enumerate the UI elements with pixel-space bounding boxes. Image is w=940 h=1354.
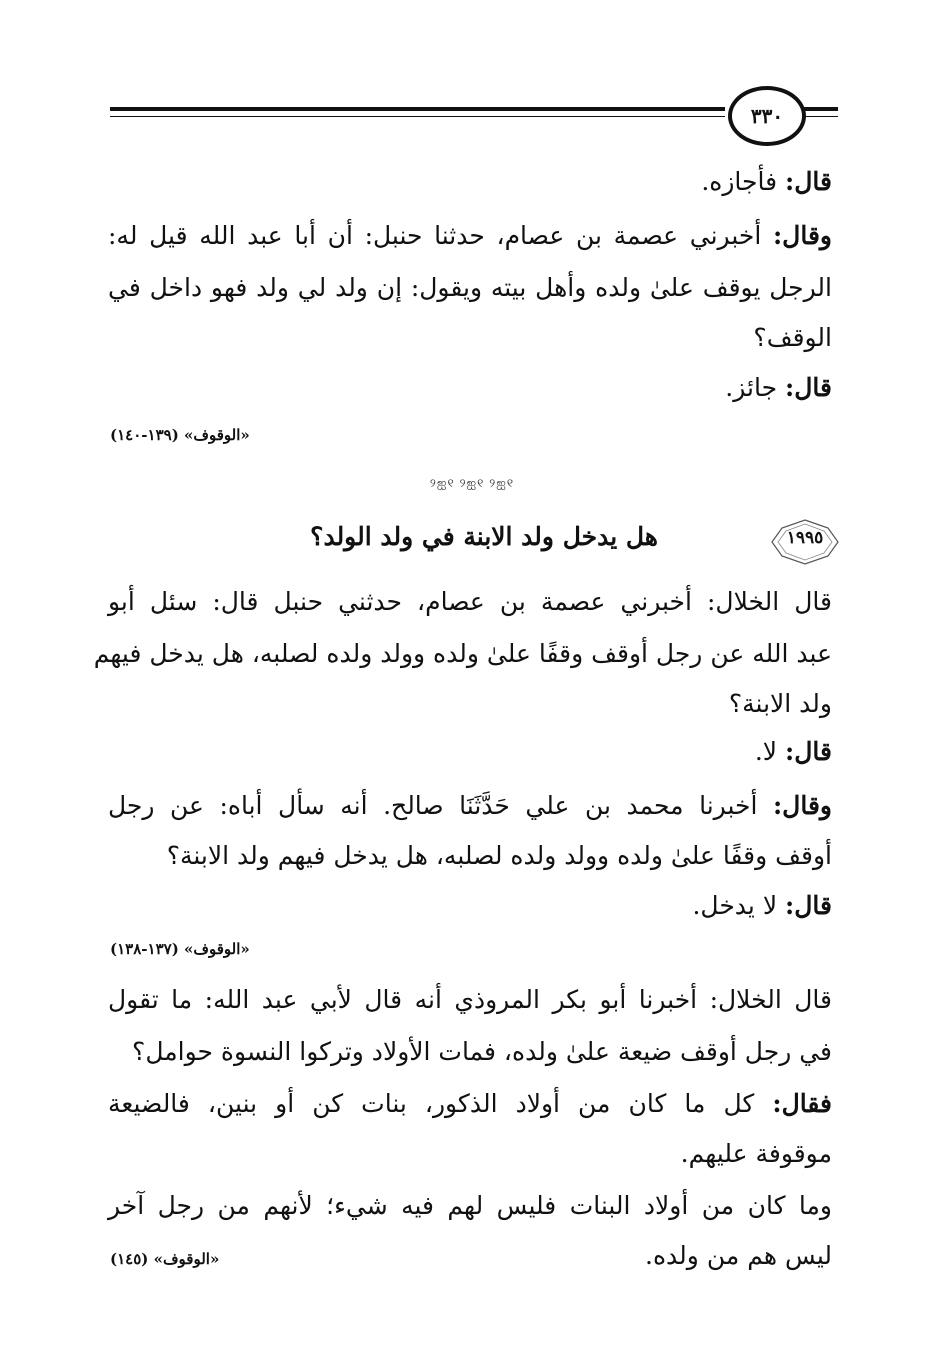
text-line [755,732,832,772]
text-line: الرجل يوقف علىٰ ولده وأهل بيته ويقول: إن ولد لي ولد فهو داخل في [108,273,832,302]
header-rule [110,107,725,111]
text-line: في رجل أوقف ضيعة علىٰ ولده، فمات الأولاد وتركوا النسوة حوامل؟ [132,1037,832,1066]
section-number-badge [770,518,840,566]
text-line: الوقف؟ [753,323,832,352]
source-pages: (١٤٥) [110,1250,149,1268]
text-line [701,162,832,202]
page-number: ٣٣٠ [728,86,806,146]
line-text: لا. [754,737,778,766]
source-reference [110,1250,219,1268]
text-line: ليس هم من ولده. [645,1241,832,1270]
source-title: «الوقوف» [153,1250,220,1268]
speaker-keyword: فقال: [772,1089,832,1118]
speaker-keyword: وقال: [772,221,832,250]
text-line [108,216,832,256]
line-text: لا يدخل. [692,891,778,920]
header-rule-right [802,107,838,111]
source-title: «الوقوف» [184,940,250,958]
section-title: هل يدخل ولد الابنة في ولد الولد؟ [310,522,658,551]
section-number: ١٩٩٥ [786,528,824,548]
speaker-keyword: وقال: [772,791,832,820]
line-text: فأجازه. [701,167,778,196]
text-line [108,1084,832,1124]
text-line: موقوفة عليهم. [680,1139,832,1168]
speaker-keyword: قال: [785,891,832,920]
header-rule-right-thin [802,116,838,117]
text-line [692,886,832,926]
text-line: عبد الله عن رجل أوقف وقفًا علىٰ ولده وولد ولده لصلبه، هل يدخل فيهم [93,639,832,668]
source-pages: (١٣٩-١٤٠) [110,426,179,444]
source-pages: (١٣٧-١٣٨) [110,940,179,958]
speaker-keyword: قال: [785,737,832,766]
source-reference [110,940,250,958]
speaker-keyword: قال: [785,167,832,196]
source-reference [110,426,250,444]
text-line: قال الخلال: أخبرنا أبو بكر المروذي أنه قال لأبي عبد الله: ما تقول [108,985,832,1014]
line-text: كل ما كان من أولاد الذكور، بنات كن أو بنين، فالضيعة [108,1089,755,1118]
line-text: أخبرنا محمد بن علي حَدَّثَنَا صالح. أنه سأل أباه: عن رجل [108,791,758,820]
text-line [108,786,832,826]
text-line: أوقف وقفًا علىٰ ولده وولد ولده لصلبه، هل يدخل فيهم ولد الابنة؟ [166,841,832,870]
section-separator: ୨ஐ୧ ୨ஐ୧ ୨ஐ୧ [429,476,515,490]
text-line: قال الخلال: أخبرني عصمة بن عصام، حدثني حنبل قال: سئل أبو [108,587,832,616]
line-text: أخبرني عصمة بن عصام، حدثنا حنبل: أن أبا عبد الله قيل له: [108,221,762,250]
speaker-keyword: قال: [785,373,832,402]
text-line: وما كان من أولاد البنات فليس لهم فيه شيء؛ لأنهم من رجل آخر [108,1191,832,1220]
line-text: جائز. [725,373,778,402]
text-line: ولد الابنة؟ [728,689,832,718]
header-rule-thin [110,116,725,117]
source-title: «الوقوف» [184,426,250,444]
text-line [725,368,832,408]
